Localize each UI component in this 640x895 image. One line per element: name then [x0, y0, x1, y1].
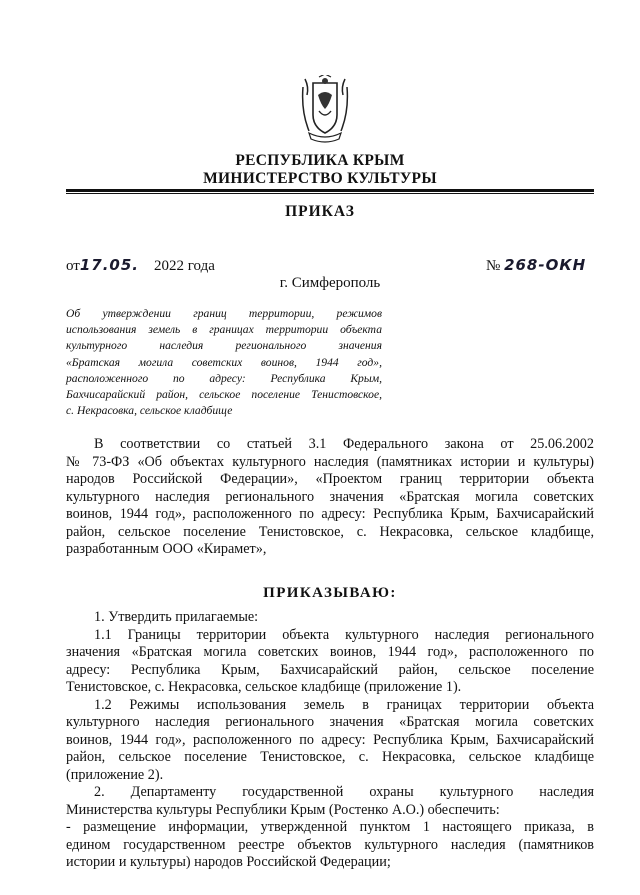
order-title: ПРИКАЗ [285, 203, 355, 220]
preamble-line: район, сельское поселение Тенистовское, с. Некрасовка, сельское кладбище, [66, 523, 594, 540]
subject-line: расположенного по адресу: Республика Крым, [66, 371, 382, 385]
republic-title: РЕСПУБЛИКА КРЫМ [235, 152, 405, 169]
date-prefix: от [66, 258, 80, 274]
subject-line: с. Некрасовка, сельское кладбище [66, 404, 233, 418]
subject-line: Об утверждении границ территории, режимов [66, 307, 382, 320]
item-1-1-line: адресу: Республика Крым, Бахчисарайский район, сельское поселение [66, 661, 594, 678]
item-1-2-line: воинов, 1944 год», расположенного по адресу: Республика Крым, Бахчисарайский [66, 731, 594, 748]
item-1-title: 1. Утвердить прилагаемые: [94, 609, 259, 625]
item-2-line: 2. Департаменту государственной охраны культурного наследия [94, 784, 594, 800]
preamble-line: народов Российской Федерации», «Проектом границ территории объекта [66, 471, 594, 487]
item-2-bullet-line: - размещение информации, утвержденной пунктом 1 настоящего приказа, в [66, 819, 594, 835]
header-divider-thick [66, 189, 594, 192]
subject-line: «Братская могила советских воинов, 1944 год», [66, 355, 382, 369]
handwritten-number: 268-ОКН [504, 256, 587, 274]
subject-line: культурного наследия регионального значения [66, 339, 382, 353]
preamble-line: В соответствии со статьей 3.1 Федерального закона от 25.06.2002 [94, 436, 594, 452]
item-2-bullet-line: едином государственном реестре объектов культурного наследия (памятников [66, 836, 594, 853]
handwritten-date: 17.05. [79, 256, 140, 274]
order-number [486, 256, 586, 275]
number-prefix: № [486, 258, 501, 274]
item-1-1-line: Тенистовское, с. Некрасовка, сельское кладбище (приложение 1). [66, 679, 462, 695]
item-1-2-line: район, сельское поселение Тенистовское, с. Некрасовка, сельское кладбище [66, 749, 594, 765]
item-2-bullet-line: истории и культуры) народов Российской Федерации; [66, 854, 391, 870]
subject-line: Бахчисарайский район, сельское поселение Тенистовское, [66, 388, 382, 402]
date-year: 2022 года [154, 258, 215, 274]
item-1-1-line: 1.1 Границы территории объекта культурного наследия регионального [94, 626, 594, 643]
item-1-1-line: значения «Братская могила советских воинов, 1944 год», расположенного по [66, 644, 594, 660]
item-1-2-line: (приложение 2). [66, 766, 164, 783]
preamble-line: № 73-ФЗ «Об объектах культурного наследия (памятниках истории и культуры) [66, 453, 594, 470]
preamble-line: воинов, 1944 год», расположенного по адресу: Республика Крым, Бахчисарайский [66, 506, 594, 522]
crimea-coat-of-arms-icon [299, 75, 351, 145]
order-subject [66, 306, 382, 419]
item-1-2-line: 1.2 Режимы использования земель в границах территории объекта [94, 696, 594, 713]
ministry-title: МИНИСТЕРСТВО КУЛЬТУРЫ [203, 170, 437, 187]
command-heading: ПРИКАЗЫВАЮ: [263, 585, 397, 601]
city: г. Симферополь [279, 275, 381, 291]
subject-line: использования земель в границах территории объекта [66, 323, 382, 337]
preamble-line: разработанным ООО «Кирамет», [66, 541, 267, 557]
preamble-line: культурного наследия регионального значения «Братская могила советских [66, 488, 594, 505]
item-1-2-line: культурного наследия регионального значения «Братская могила советских [66, 714, 594, 730]
order-date [66, 256, 215, 275]
header-divider-thin [66, 193, 594, 194]
order-items [66, 609, 594, 872]
preamble-paragraph [66, 436, 594, 559]
item-2-line: Министерства культуры Республики Крым (Ростенко А.О.) обеспечить: [66, 801, 500, 818]
